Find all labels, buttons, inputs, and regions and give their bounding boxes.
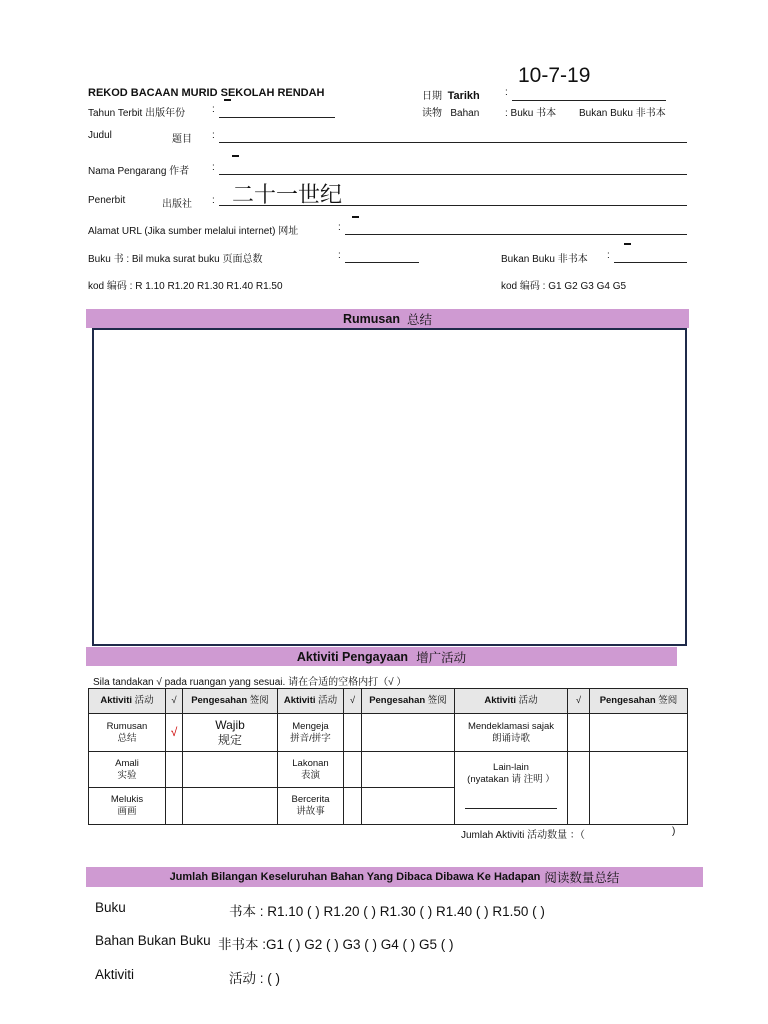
tick-cell[interactable] (344, 788, 362, 825)
summary-title-cn: 阅读数量总结 (544, 871, 620, 885)
summary-aktiviti-values[interactable]: 活动 : ( ) (229, 971, 280, 986)
tick-cell[interactable] (568, 714, 590, 752)
pengesahan-cell[interactable]: Wajib 规定 (183, 714, 278, 752)
handwritten-date: 10-7-19 (518, 64, 591, 87)
summary-bahan-values[interactable]: 非书本 :G1 ( ) G2 ( ) G3 ( ) G4 ( ) G5 ( ) (218, 937, 454, 952)
pengesahan-cell[interactable] (362, 751, 455, 788)
kod-buku-row: kod 编码 : R 1.10 R1.20 R1.30 R1.40 R1.50 (88, 281, 283, 292)
table-row (89, 751, 688, 788)
pengesahan-cell[interactable] (590, 751, 688, 824)
jumlah-aktiviti: Jumlah Aktiviti 活动数量 ：（ (461, 830, 585, 841)
kod-bukan-buku-row: kod 编码 : G1 G2 G3 G4 G5 (501, 281, 627, 292)
judul-colon: : (212, 130, 215, 141)
date-label: 日期 Tarikh (422, 90, 480, 102)
activity-cell: Melukis 画画 (89, 788, 166, 825)
penerbit-colon: : (212, 195, 215, 206)
activity-cell: Bercerita 讲故事 (278, 788, 344, 825)
summary-header (86, 867, 703, 887)
pengarang-label: Nama Pengarang 作者 (88, 166, 190, 177)
form-title: REKOD BACAAN MURID SEKOLAH RENDAH (88, 87, 325, 99)
pengesahan-cell[interactable] (362, 714, 455, 752)
pengesahan-cell[interactable] (183, 788, 278, 825)
tick-cell[interactable] (166, 788, 183, 825)
table-header-row (89, 689, 688, 714)
rumusan-header (86, 309, 689, 328)
date-colon: : (505, 87, 508, 98)
summary-bahan-label: Bahan Bukan Buku (95, 933, 211, 948)
aktiviti-title-cn: 增广活动 (416, 650, 467, 665)
rumusan-title: Rumusan (343, 311, 400, 326)
aktiviti-table (88, 688, 688, 825)
activity-cell: Rumusan 总结 (89, 714, 166, 752)
tahun-terbit-label: Tahun Terbit 出版年份 (88, 108, 186, 119)
penerbit-cn-label: 出版社 (162, 199, 192, 210)
col-aktiviti-3: Aktiviti 活动 (455, 689, 568, 714)
tick-cell[interactable] (568, 751, 590, 824)
col-pengesahan-3: Pengesahan 签阅 (590, 689, 688, 714)
activity-cell: Mengeja 拼音/拼字 (278, 714, 344, 752)
tahun-terbit-field[interactable] (219, 103, 335, 118)
tick-cell[interactable]: √ (166, 714, 183, 752)
aktiviti-title: Aktiviti Pengayaan (296, 649, 409, 664)
col-tick-1: √ (166, 689, 183, 714)
handwritten-mark (624, 243, 631, 245)
summary-title: Jumlah Bilangan Keseluruhan Bahan Yang Dibaca Dibawa Ke Hadapan (169, 871, 541, 883)
handwritten-mark (224, 99, 231, 101)
date-field[interactable] (512, 86, 666, 101)
col-tick-3: √ (568, 689, 590, 714)
tick-cell[interactable] (344, 751, 362, 788)
pengarang-colon: : (212, 162, 215, 173)
rumusan-textbox[interactable] (92, 328, 687, 646)
penerbit-label: Penerbit (88, 195, 126, 206)
tahun-terbit-colon: : (212, 104, 215, 115)
handwritten-mark (232, 155, 239, 157)
tick-cell[interactable] (166, 751, 183, 788)
col-aktiviti-1: Aktiviti 活动 (89, 689, 166, 714)
url-field[interactable] (345, 220, 687, 235)
col-aktiviti-2: Aktiviti 活动 (278, 689, 344, 714)
aktiviti-instruction: Sila tandakan √ pada ruangan yang sesuai. 请在合适的空格内打（√ ） (93, 677, 407, 688)
rumusan-title-cn: 总结 (406, 312, 432, 327)
tick-cell[interactable] (344, 714, 362, 752)
penerbit-field-line (219, 205, 687, 206)
judul-cn-label: 题目 (172, 134, 192, 145)
buku-option[interactable]: : Buku 书本 (505, 108, 557, 119)
bukan-buku-pages-colon: : (607, 250, 610, 261)
col-tick-2: √ (344, 689, 362, 714)
table-row (89, 714, 688, 752)
judul-label: Judul (88, 130, 112, 141)
pengesahan-cell[interactable] (183, 751, 278, 788)
url-colon: : (338, 222, 341, 233)
jumlah-aktiviti-close: ) (672, 826, 676, 837)
col-pengesahan-1: Pengesahan 签阅 (183, 689, 278, 714)
activity-cell-lain-lain: Lain-lain (nyatakan 请 注明 ） (455, 751, 568, 824)
penerbit-value: 二十一世纪 (232, 183, 343, 208)
activity-cell: Amali 实验 (89, 751, 166, 788)
activity-cell: Lakonan 表演 (278, 751, 344, 788)
pengesahan-cell[interactable] (590, 714, 688, 752)
bukan-buku-pages-field[interactable] (614, 248, 687, 263)
buku-pages-field[interactable] (345, 248, 419, 263)
aktiviti-header (86, 647, 677, 666)
bukan-buku-option[interactable]: Bukan Buku 非书本 (579, 108, 666, 119)
lain-lain-line[interactable] (465, 808, 557, 809)
bahan-label: 读物 Bahan (422, 108, 480, 119)
url-label: Alamat URL (Jika sumber melalui internet) 网址 (88, 226, 299, 237)
col-pengesahan-2: Pengesahan 签阅 (362, 689, 455, 714)
handwritten-mark (352, 216, 359, 218)
bukan-buku-pages-label: Bukan Buku 非书本 (501, 254, 588, 265)
pengarang-field[interactable] (219, 160, 687, 175)
summary-buku-values[interactable]: 书本 : R1.10 ( ) R1.20 ( ) R1.30 ( ) R1.40 ( ) R1.50 ( ) (229, 904, 545, 919)
buku-pages-label: Buku 书 : Bil muka surat buku 页面总数 (88, 254, 263, 265)
activity-cell: Mendeklamasi sajak 朗诵诗歌 (455, 714, 568, 752)
summary-aktiviti-label: Aktiviti (95, 967, 135, 982)
buku-pages-colon: : (338, 250, 341, 261)
pengesahan-cell[interactable] (362, 788, 455, 825)
summary-buku-label: Buku (95, 900, 126, 915)
judul-field[interactable] (219, 128, 687, 143)
